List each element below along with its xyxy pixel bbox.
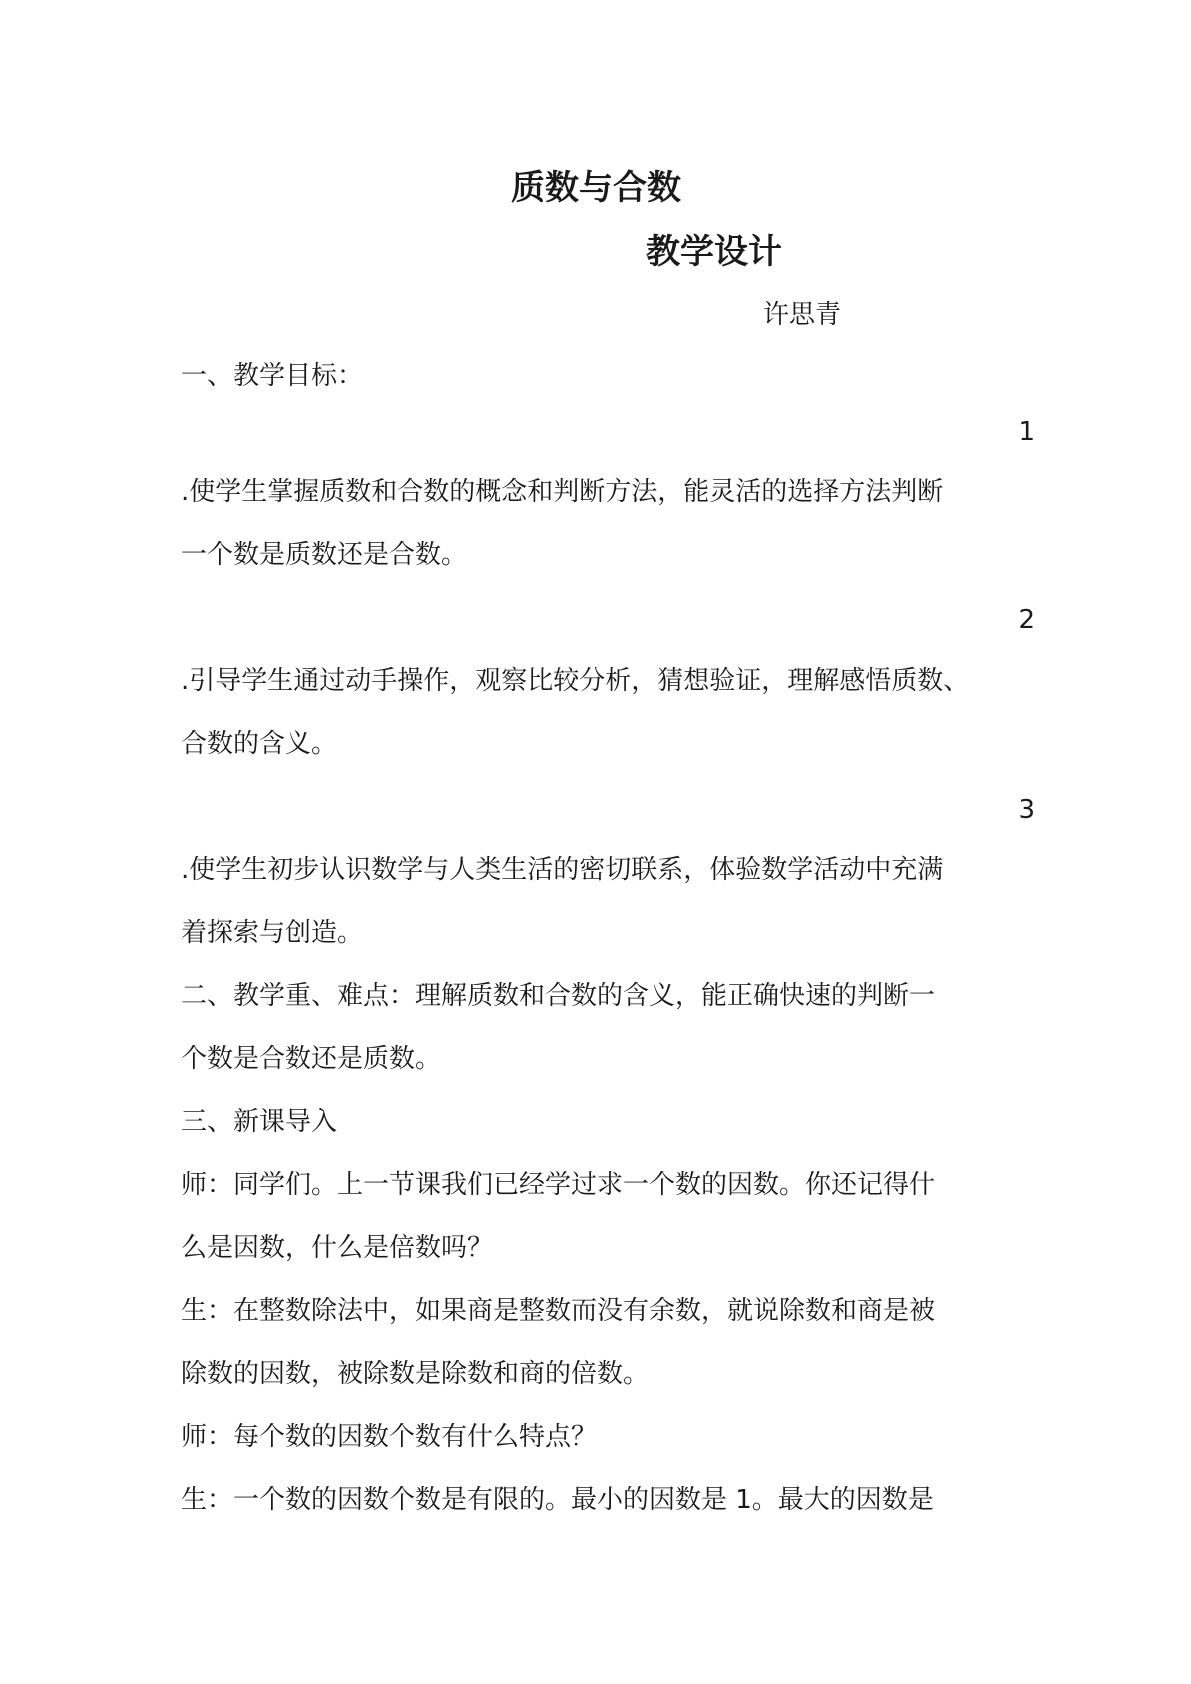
dialogue-line: 么是因数，什么是倍数吗？ [181,1233,494,1263]
section-heading-introduction: 三、新课导入 [181,1107,338,1137]
paragraph-line: 合数的含义。 [181,729,338,759]
paragraph-line: 着探索与创造。 [181,918,364,948]
paragraph-line: 个数是合数还是质数。 [181,1044,442,1074]
list-number-1: 1 [1018,417,1035,447]
list-number-2: 2 [1018,605,1035,635]
dialogue-line: 生：在整数除法中，如果商是整数而没有余数，就说除数和商是被 [181,1296,936,1326]
dialogue-line: 师：同学们。上一节课我们已经学过求一个数的因数。你还记得什 [181,1170,936,1200]
dialogue-line: 生：一个数的因数个数是有限的。最小的因数是 1。最大的因数是 [181,1485,934,1515]
section-heading-key-points: 二、教学重、难点：理解质数和合数的含义，能正确快速的判断一 [181,981,936,1011]
list-number-3: 3 [1018,795,1035,825]
dialogue-line: 师：每个数的因数个数有什么特点？ [181,1422,598,1452]
paragraph-line: 一个数是质数还是合数。 [181,540,468,570]
paragraph-line: .使学生初步认识数学与人类生活的密切联系，体验数学活动中充满 [181,855,944,885]
paragraph-line: .引导学生通过动手操作，观察比较分析，猜想验证，理解感悟质数、 [181,666,970,696]
dialogue-line: 除数的因数，被除数是除数和商的倍数。 [181,1359,650,1389]
paragraph-line: .使学生掌握质数和合数的概念和判断方法，能灵活的选择方法判断 [181,477,944,507]
section-heading-objectives: 一、教学目标： [181,361,364,391]
document-subtitle-text: 教学设计 [646,232,782,272]
document-author: 许思青 [763,300,842,330]
document-title-text: 质数与合数 [511,168,681,208]
